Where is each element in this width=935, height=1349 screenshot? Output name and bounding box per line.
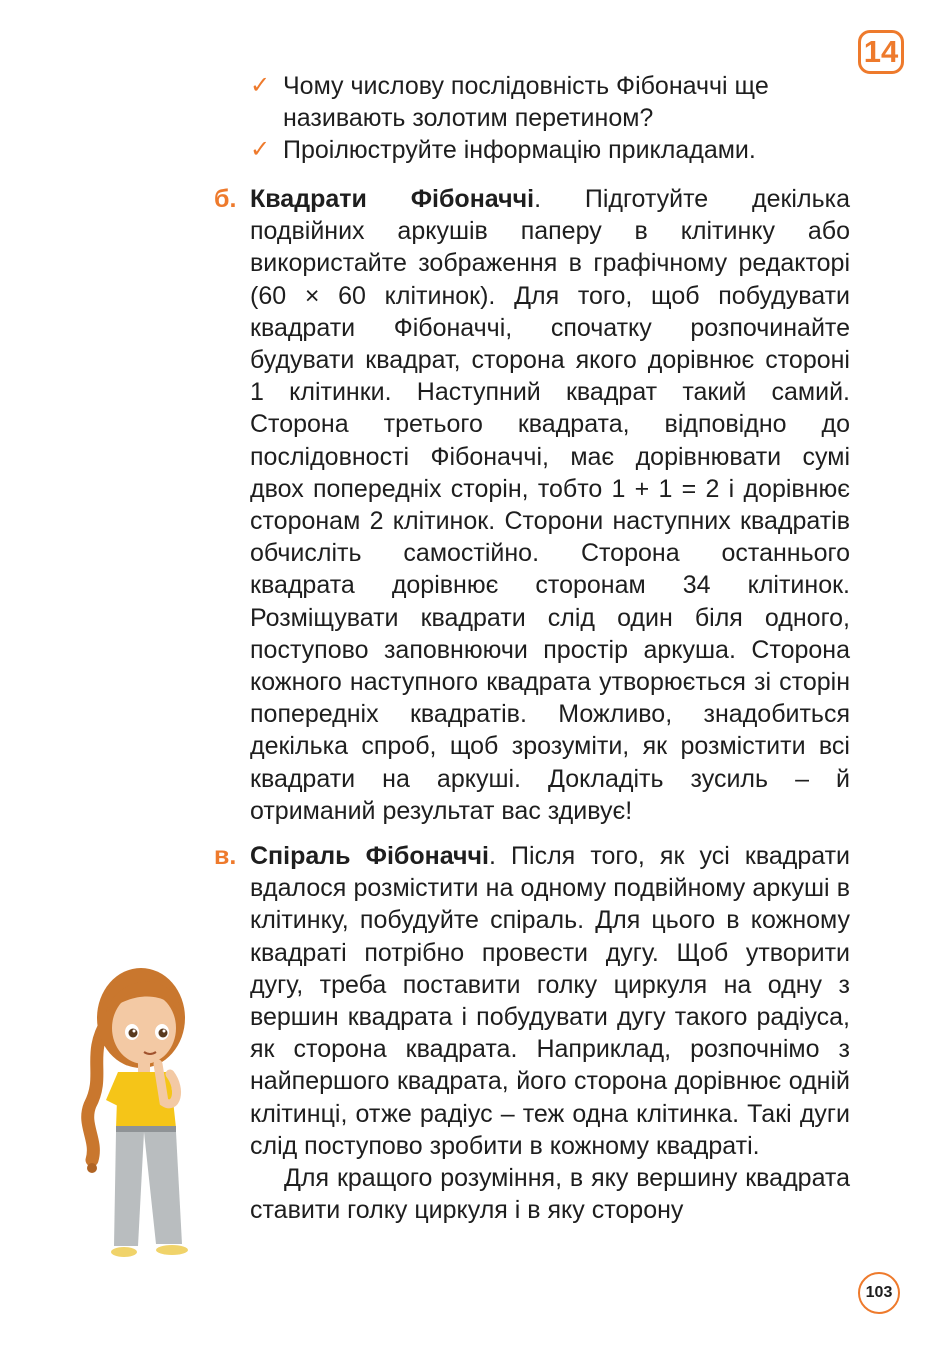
section-fibonacci-squares bbox=[214, 183, 850, 827]
section-body bbox=[250, 840, 850, 1226]
section-title: Спіраль Фібоначчі bbox=[250, 842, 489, 870]
section-marker: в. bbox=[214, 842, 237, 870]
checklist-item-text: Чому числову послідовність Фібоначчі ще називають золотим перетином? bbox=[283, 72, 769, 132]
lesson-number-badge: 14 bbox=[858, 30, 904, 74]
section-paragraph bbox=[250, 183, 850, 827]
checkmark-icon: ✓ bbox=[250, 72, 271, 99]
section-text: . Після того, як усі квадрати вдалося розмістити на одному подвійному аркуші в клітинку, побудуйте спіраль. Для цього в кожному квадраті потрібно провести дугу. Щоб утворити дугу, треба поставити голку циркуля на одну з вершин квадрата і побудувати дугу такого радіуса, як сторона квадрата. Наприклад, розпочнімо з найпершого квадрата, його сторона дорівнює одній клітинці, отже радіус – теж одна клітинка. Такі дуги слід поступово зробити в кожному квадраті. bbox=[250, 842, 850, 1160]
checklist-item bbox=[250, 70, 850, 134]
checklist-item-text: Проілюструйте інформацію прикладами. bbox=[283, 136, 756, 164]
section-paragraph bbox=[250, 840, 850, 1162]
section-body bbox=[250, 183, 850, 827]
section-fibonacci-spiral bbox=[214, 840, 850, 1226]
section-paragraph: Для кращого розуміння, в яку вершину квадрата ставити голку циркуля і в яку сторону bbox=[250, 1164, 850, 1225]
section-text: . Підготуйте декілька подвійних аркушів паперу в клітинку або використайте зображення в графічному редакторі (60 × 60 клітинок). Для того, щоб побудувати квадрати Фібоначчі, спочатку розпочинайте будувати квадрат, сторона якого дорівнює стороні 1 клітинки. Наступний квадрат такий самий. Сторона третього квадрата, відповідно до послідовності Фібоначчі, має дорівнювати сумі двох попередніх сторін, тобто 1 + 1 = 2 і дорівнює сторонам 2 клітинок. Сторони наступних квадратів обчисліть самостійно. Сторона останнього квадрата дорівнює сторонам 34 клітинок. Розміщувати квадрати слід один біля одного, поступово заповнюючи простір аркуша. Сторона кожного наступного квадрата утворюється зі сторін попередніх квадратів. Можливо, знадобиться декілька спроб, щоб зрозуміти, як розмістити всі квадрати на аркуші. Докладіть зусиль – й отриманий результат вас здивує! bbox=[250, 185, 850, 825]
thinking-girl-illustration bbox=[78, 960, 208, 1260]
section-title: Квадрати Фібоначчі bbox=[250, 185, 535, 213]
checkmark-icon: ✓ bbox=[250, 136, 271, 163]
page-number: 103 bbox=[858, 1272, 900, 1314]
question-checklist bbox=[250, 70, 850, 166]
section-marker: б. bbox=[214, 185, 237, 213]
checklist-item bbox=[250, 134, 850, 166]
